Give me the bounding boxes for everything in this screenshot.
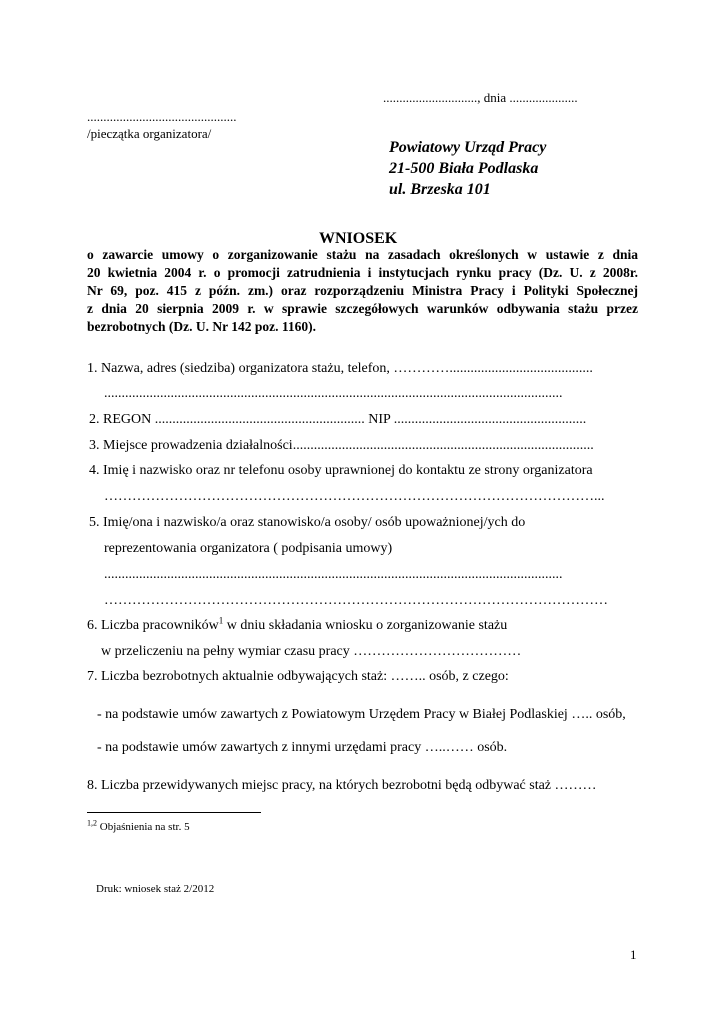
- field-7-pup-interns: - na podstawie umów zawartych z Powiatowym Urzędem Pracy w Białej Podlaskiej ….. osób,: [97, 707, 626, 722]
- footnote-text: Objaśnienia na str. 5: [97, 821, 190, 833]
- intro-line: o zawarcie umowy o zorganizowanie stażu na zasadach określonych w ustawie z dnia: [87, 247, 638, 262]
- field-5-continuation-2: ………………………………………………………………………………………………: [104, 593, 608, 608]
- footnote-ref-1: 1: [218, 615, 224, 626]
- field-6-prefix: 6. Liczba pracowników: [87, 618, 219, 633]
- recipient-line-1: Powiatowy Urząd Pracy: [389, 139, 547, 156]
- stamp-label: /pieczątka organizatora/: [87, 126, 212, 141]
- field-6-employees: [87, 617, 507, 635]
- print-mark: Druk: wniosek staż 2/2012: [96, 883, 215, 895]
- field-1-organizer: 1. Nazwa, adres (siedziba) organizatora stażu, telefon, ………….........................................: [87, 361, 593, 376]
- footnote: [87, 820, 190, 834]
- field-6-suffix: w dniu składania wniosku o zorganizowanie stażu: [223, 618, 508, 633]
- page-number: 1: [630, 947, 637, 962]
- field-2-regon-nip: 2. REGON ............................................................ NIP .......................................................: [89, 412, 587, 427]
- intro-line: z dnia 20 sierpnia 2009 r. w sprawie szczegółowych warunków odbywania stażu przez: [87, 301, 638, 316]
- intro-line: Nr 69, poz. 415 z późn. zm.) oraz rozporządzeniu Ministra Pracy i Polityki Społecznej: [87, 283, 638, 298]
- field-1-continuation: ...................................................................................................................................: [104, 386, 563, 401]
- stamp-line: ..............................................: [87, 109, 237, 124]
- document-intro: [87, 246, 638, 336]
- recipient-line-3: ul. Brzeska 101: [389, 181, 491, 198]
- place-date-line: ............................., dnia .....................: [383, 90, 578, 105]
- field-5-continuation-1: ...................................................................................................................................: [104, 567, 563, 582]
- field-8-positions: 8. Liczba przewidywanych miejsc pracy, na których bezrobotni będą odbywać staż ………: [87, 778, 597, 793]
- field-5-line-2: reprezentowania organizatora ( podpisania umowy): [104, 541, 393, 556]
- field-4-continuation: ……………………………………………………………………………………………...: [104, 489, 605, 504]
- field-7-other-interns: - na podstawie umów zawartych z innymi urzędami pracy …..…… osób.: [97, 740, 508, 755]
- intro-line: 20 kwietnia 2004 r. o promocji zatrudnienia i instytucjach rynku pracy (Dz. U. z 2008r.: [87, 265, 638, 280]
- footnote-marker: 1,2: [87, 818, 97, 828]
- field-7-interns: 7. Liczba bezrobotnych aktualnie odbywających staż: …….. osób, z czego:: [87, 669, 509, 684]
- recipient-line-2: 21-500 Biała Podlaska: [389, 160, 539, 177]
- footnote-divider: [87, 812, 261, 813]
- intro-line: bezrobotnych (Dz. U. Nr 142 poz. 1160).: [87, 319, 316, 334]
- field-5-representative: 5. Imię/ona i nazwisko/a oraz stanowisko/a osoby/ osób upoważnionej/ych do: [89, 515, 526, 530]
- document-title: WNIOSEK: [319, 230, 398, 247]
- field-4-contact: 4. Imię i nazwisko oraz nr telefonu osoby uprawnionej do kontaktu ze strony organizatora: [89, 463, 593, 478]
- field-3-place: 3. Miejsce prowadzenia działalności......................................................................................: [89, 438, 594, 453]
- field-6-line-2: w przeliczeniu na pełny wymiar czasu pracy ………………………………: [101, 644, 522, 659]
